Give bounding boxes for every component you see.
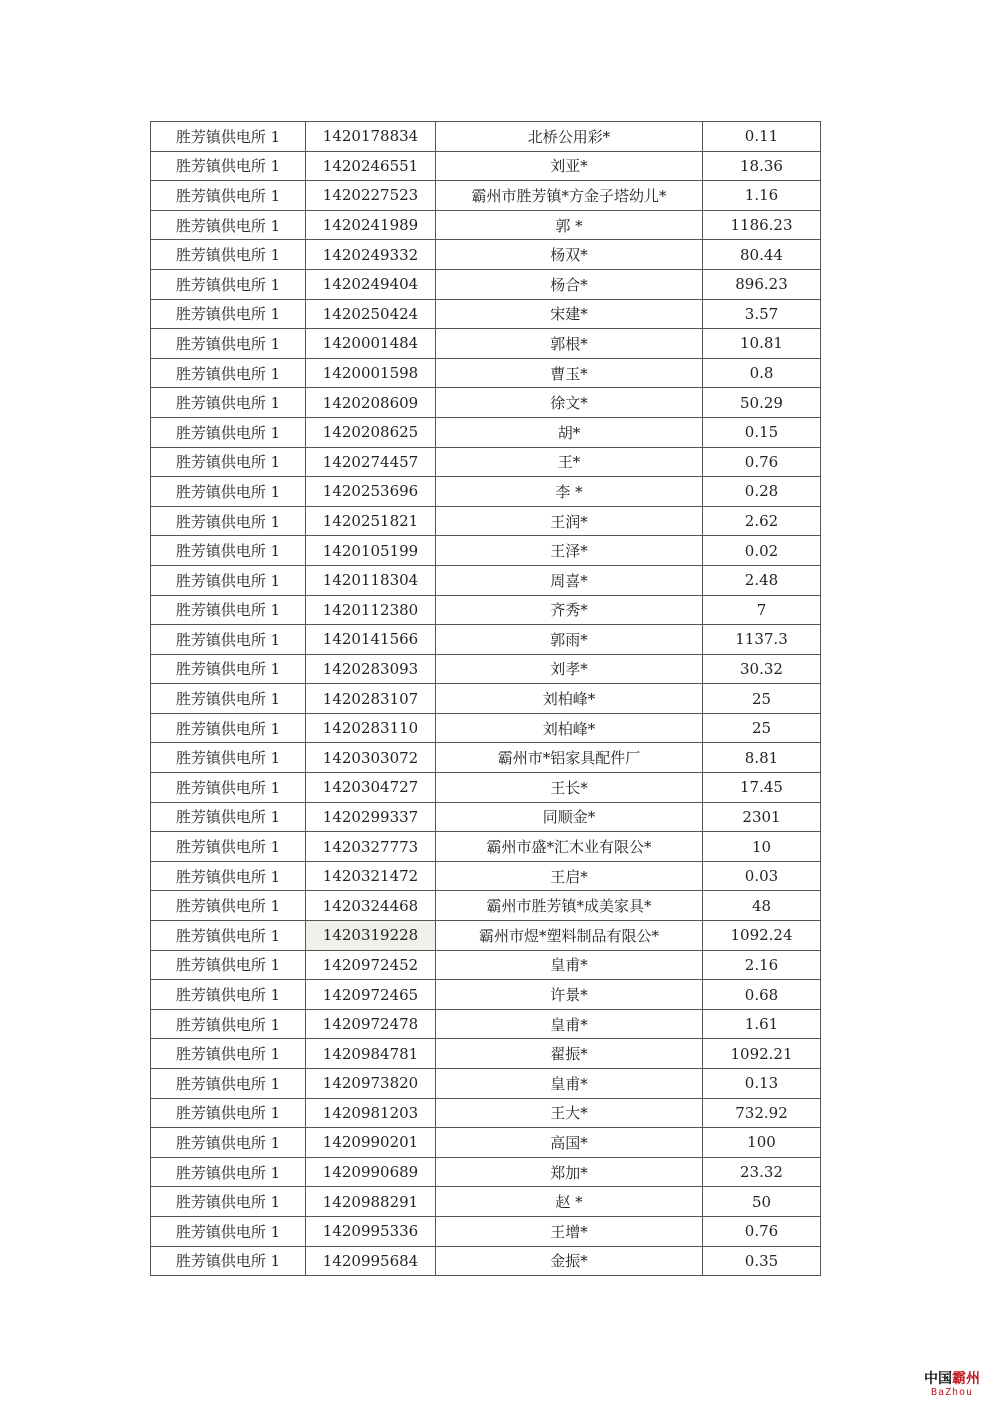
table-row: [151, 565, 821, 595]
table-cell-amount: 10.81: [703, 329, 821, 359]
table-cell-customer-name: 王润*: [436, 506, 703, 536]
table-cell-account-number: 1420253696: [306, 477, 436, 507]
table-cell-station: 胜芳镇供电所 1: [151, 269, 306, 299]
table-cell-customer-name: 曹玉*: [436, 358, 703, 388]
table-cell-station: 胜芳镇供电所 1: [151, 1187, 306, 1217]
table-row: [151, 1039, 821, 1069]
table-row: [151, 980, 821, 1010]
table-cell-account-number: 1420249332: [306, 240, 436, 270]
table-cell-customer-name: 翟振*: [436, 1039, 703, 1069]
table-row: [151, 654, 821, 684]
table-cell-account-number: 1420972478: [306, 1009, 436, 1039]
table-row: [151, 625, 821, 655]
table-cell-customer-name: 王*: [436, 447, 703, 477]
table-cell-station: 胜芳镇供电所 1: [151, 565, 306, 595]
table-cell-customer-name: 郭 *: [436, 210, 703, 240]
table-row: [151, 684, 821, 714]
table-row: [151, 1098, 821, 1128]
table-cell-customer-name: 刘柏峰*: [436, 713, 703, 743]
table-cell-station: 胜芳镇供电所 1: [151, 950, 306, 980]
table-cell-customer-name: 王大*: [436, 1098, 703, 1128]
table-cell-customer-name: 许景*: [436, 980, 703, 1010]
watermark-chinese-text: [920, 1372, 984, 1386]
table-row: [151, 1187, 821, 1217]
table-cell-customer-name: 郭根*: [436, 329, 703, 359]
table-cell-station: 胜芳镇供电所 1: [151, 713, 306, 743]
table-cell-station: 胜芳镇供电所 1: [151, 743, 306, 773]
table-cell-account-number: 1420251821: [306, 506, 436, 536]
table-cell-account-number: 1420299337: [306, 802, 436, 832]
table-cell-account-number: 1420118304: [306, 565, 436, 595]
table-row: [151, 832, 821, 862]
table-cell-customer-name: 周喜*: [436, 565, 703, 595]
table-cell-station: 胜芳镇供电所 1: [151, 1098, 306, 1128]
table-row: [151, 1009, 821, 1039]
table-row: [151, 1216, 821, 1246]
table-cell-customer-name: 霸州市胜芳镇*成美家具*: [436, 891, 703, 921]
table-cell-station: 胜芳镇供电所 1: [151, 684, 306, 714]
table-cell-customer-name: 刘孝*: [436, 654, 703, 684]
table-cell-account-number: 1420208609: [306, 388, 436, 418]
table-cell-account-number: 1420973820: [306, 1069, 436, 1099]
table-row: [151, 891, 821, 921]
table-cell-customer-name: 霸州市盛*汇木业有限公*: [436, 832, 703, 862]
table-cell-account-number: 1420283110: [306, 713, 436, 743]
table-row: [151, 388, 821, 418]
table-cell-account-number: 1420246551: [306, 151, 436, 181]
table-cell-amount: 2301: [703, 802, 821, 832]
watermark-text-part1: 中国: [924, 1371, 952, 1387]
table-cell-amount: 1137.3: [703, 625, 821, 655]
table-cell-station: 胜芳镇供电所 1: [151, 358, 306, 388]
table-cell-station: 胜芳镇供电所 1: [151, 1157, 306, 1187]
table-row: [151, 950, 821, 980]
table-row: [151, 743, 821, 773]
table-cell-amount: 0.03: [703, 861, 821, 891]
table-row: [151, 595, 821, 625]
table-cell-account-number: 1420250424: [306, 299, 436, 329]
table-cell-account-number: 1420178834: [306, 122, 436, 152]
table-cell-amount: 17.45: [703, 773, 821, 803]
table-cell-customer-name: 齐秀*: [436, 595, 703, 625]
table-row: [151, 122, 821, 152]
table-cell-customer-name: 同顺金*: [436, 802, 703, 832]
table-cell-station: 胜芳镇供电所 1: [151, 1009, 306, 1039]
data-table: [150, 121, 821, 1276]
table-cell-account-number: 1420990201: [306, 1128, 436, 1158]
site-watermark-logo: [920, 1372, 984, 1398]
table-cell-amount: 7: [703, 595, 821, 625]
table-cell-account-number: 1420972465: [306, 980, 436, 1010]
table-cell-account-number: 1420304727: [306, 773, 436, 803]
table-cell-amount: 0.15: [703, 417, 821, 447]
table-cell-customer-name: 杨合*: [436, 269, 703, 299]
data-table-container: [150, 121, 818, 1276]
table-row: [151, 713, 821, 743]
table-row: [151, 802, 821, 832]
table-cell-account-number: 1420990689: [306, 1157, 436, 1187]
table-cell-customer-name: 皇甫*: [436, 1009, 703, 1039]
table-cell-account-number: 1420283107: [306, 684, 436, 714]
table-body: [151, 122, 821, 1276]
table-cell-account-number: 1420241989: [306, 210, 436, 240]
table-row: [151, 240, 821, 270]
table-row: [151, 477, 821, 507]
table-cell-amount: 1092.24: [703, 921, 821, 951]
table-cell-amount: 25: [703, 684, 821, 714]
table-cell-customer-name: 霸州市*铝家具配件厂: [436, 743, 703, 773]
table-cell-amount: 732.92: [703, 1098, 821, 1128]
table-cell-account-number: 1420274457: [306, 447, 436, 477]
table-cell-account-number: 1420112380: [306, 595, 436, 625]
watermark-english-text: BaZhou: [930, 1387, 974, 1398]
table-cell-amount: 0.76: [703, 447, 821, 477]
table-cell-station: 胜芳镇供电所 1: [151, 1246, 306, 1276]
table-row: [151, 447, 821, 477]
table-cell-station: 胜芳镇供电所 1: [151, 654, 306, 684]
table-cell-amount: 50: [703, 1187, 821, 1217]
table-cell-amount: 0.76: [703, 1216, 821, 1246]
table-cell-account-number: 1420001484: [306, 329, 436, 359]
table-cell-account-number: 1420105199: [306, 536, 436, 566]
table-cell-account-number: 1420319228: [306, 921, 436, 951]
table-row: [151, 151, 821, 181]
table-cell-amount: 1.16: [703, 181, 821, 211]
table-row: [151, 358, 821, 388]
table-cell-customer-name: 王泽*: [436, 536, 703, 566]
table-cell-account-number: 1420001598: [306, 358, 436, 388]
table-cell-station: 胜芳镇供电所 1: [151, 1039, 306, 1069]
table-cell-customer-name: 金振*: [436, 1246, 703, 1276]
table-cell-station: 胜芳镇供电所 1: [151, 773, 306, 803]
table-row: [151, 299, 821, 329]
table-cell-station: 胜芳镇供电所 1: [151, 151, 306, 181]
table-cell-amount: 0.8: [703, 358, 821, 388]
table-cell-station: 胜芳镇供电所 1: [151, 447, 306, 477]
table-cell-station: 胜芳镇供电所 1: [151, 1216, 306, 1246]
table-cell-station: 胜芳镇供电所 1: [151, 210, 306, 240]
table-cell-customer-name: 皇甫*: [436, 1069, 703, 1099]
watermark-text-part2: 霸州: [952, 1371, 980, 1387]
table-cell-station: 胜芳镇供电所 1: [151, 832, 306, 862]
table-cell-account-number: 1420327773: [306, 832, 436, 862]
table-cell-account-number: 1420995336: [306, 1216, 436, 1246]
table-cell-station: 胜芳镇供电所 1: [151, 861, 306, 891]
table-cell-customer-name: 刘亚*: [436, 151, 703, 181]
table-cell-station: 胜芳镇供电所 1: [151, 891, 306, 921]
table-cell-customer-name: 王长*: [436, 773, 703, 803]
table-cell-amount: 10: [703, 832, 821, 862]
table-cell-amount: 48: [703, 891, 821, 921]
table-row: [151, 181, 821, 211]
table-cell-account-number: 1420988291: [306, 1187, 436, 1217]
table-cell-account-number: 1420227523: [306, 181, 436, 211]
table-cell-station: 胜芳镇供电所 1: [151, 506, 306, 536]
table-cell-account-number: 1420324468: [306, 891, 436, 921]
table-cell-customer-name: 霸州市胜芳镇*方金子塔幼儿*: [436, 181, 703, 211]
table-cell-station: 胜芳镇供电所 1: [151, 388, 306, 418]
table-cell-station: 胜芳镇供电所 1: [151, 477, 306, 507]
table-cell-account-number: 1420984781: [306, 1039, 436, 1069]
table-cell-station: 胜芳镇供电所 1: [151, 299, 306, 329]
table-cell-customer-name: 杨双*: [436, 240, 703, 270]
table-cell-amount: 1.61: [703, 1009, 821, 1039]
table-cell-amount: 0.35: [703, 1246, 821, 1276]
table-cell-customer-name: 宋建*: [436, 299, 703, 329]
table-cell-amount: 0.68: [703, 980, 821, 1010]
table-cell-amount: 1092.21: [703, 1039, 821, 1069]
table-cell-amount: 0.13: [703, 1069, 821, 1099]
table-cell-customer-name: 李 *: [436, 477, 703, 507]
table-row: [151, 417, 821, 447]
table-cell-amount: 2.62: [703, 506, 821, 536]
table-cell-amount: 1186.23: [703, 210, 821, 240]
table-cell-amount: 18.36: [703, 151, 821, 181]
table-row: [151, 921, 821, 951]
table-cell-station: 胜芳镇供电所 1: [151, 595, 306, 625]
table-cell-station: 胜芳镇供电所 1: [151, 122, 306, 152]
table-cell-amount: 30.32: [703, 654, 821, 684]
table-cell-customer-name: 郭雨*: [436, 625, 703, 655]
table-row: [151, 773, 821, 803]
table-cell-customer-name: 徐文*: [436, 388, 703, 418]
table-cell-station: 胜芳镇供电所 1: [151, 802, 306, 832]
table-row: [151, 1128, 821, 1158]
table-cell-station: 胜芳镇供电所 1: [151, 1128, 306, 1158]
table-cell-customer-name: 北桥公用彩*: [436, 122, 703, 152]
table-cell-amount: 2.16: [703, 950, 821, 980]
table-row: [151, 1246, 821, 1276]
table-row: [151, 536, 821, 566]
table-cell-account-number: 1420303072: [306, 743, 436, 773]
table-cell-customer-name: 刘柏峰*: [436, 684, 703, 714]
table-cell-station: 胜芳镇供电所 1: [151, 921, 306, 951]
table-cell-account-number: 1420972452: [306, 950, 436, 980]
table-cell-customer-name: 郑加*: [436, 1157, 703, 1187]
table-cell-amount: 23.32: [703, 1157, 821, 1187]
table-cell-customer-name: 王启*: [436, 861, 703, 891]
table-cell-amount: 0.11: [703, 122, 821, 152]
table-cell-account-number: 1420283093: [306, 654, 436, 684]
table-cell-amount: 80.44: [703, 240, 821, 270]
table-cell-amount: 50.29: [703, 388, 821, 418]
table-cell-amount: 25: [703, 713, 821, 743]
table-cell-station: 胜芳镇供电所 1: [151, 329, 306, 359]
table-cell-station: 胜芳镇供电所 1: [151, 1069, 306, 1099]
table-cell-account-number: 1420208625: [306, 417, 436, 447]
table-cell-amount: 100: [703, 1128, 821, 1158]
table-cell-station: 胜芳镇供电所 1: [151, 417, 306, 447]
table-cell-customer-name: 霸州市煜*塑料制品有限公*: [436, 921, 703, 951]
table-cell-amount: 8.81: [703, 743, 821, 773]
table-cell-station: 胜芳镇供电所 1: [151, 536, 306, 566]
table-row: [151, 506, 821, 536]
table-cell-account-number: 1420321472: [306, 861, 436, 891]
table-cell-station: 胜芳镇供电所 1: [151, 181, 306, 211]
table-row: [151, 1069, 821, 1099]
table-cell-customer-name: 赵 *: [436, 1187, 703, 1217]
table-row: [151, 269, 821, 299]
table-cell-amount: 896.23: [703, 269, 821, 299]
table-cell-customer-name: 皇甫*: [436, 950, 703, 980]
table-cell-account-number: 1420141566: [306, 625, 436, 655]
table-cell-account-number: 1420249404: [306, 269, 436, 299]
table-cell-account-number: 1420981203: [306, 1098, 436, 1128]
table-cell-amount: 2.48: [703, 565, 821, 595]
table-row: [151, 1157, 821, 1187]
table-cell-amount: 0.02: [703, 536, 821, 566]
table-row: [151, 210, 821, 240]
table-cell-account-number: 1420995684: [306, 1246, 436, 1276]
table-cell-station: 胜芳镇供电所 1: [151, 625, 306, 655]
table-cell-customer-name: 胡*: [436, 417, 703, 447]
table-cell-station: 胜芳镇供电所 1: [151, 240, 306, 270]
table-cell-amount: 0.28: [703, 477, 821, 507]
table-cell-customer-name: 高国*: [436, 1128, 703, 1158]
table-row: [151, 861, 821, 891]
table-cell-station: 胜芳镇供电所 1: [151, 980, 306, 1010]
table-row: [151, 329, 821, 359]
table-cell-customer-name: 王增*: [436, 1216, 703, 1246]
table-cell-amount: 3.57: [703, 299, 821, 329]
